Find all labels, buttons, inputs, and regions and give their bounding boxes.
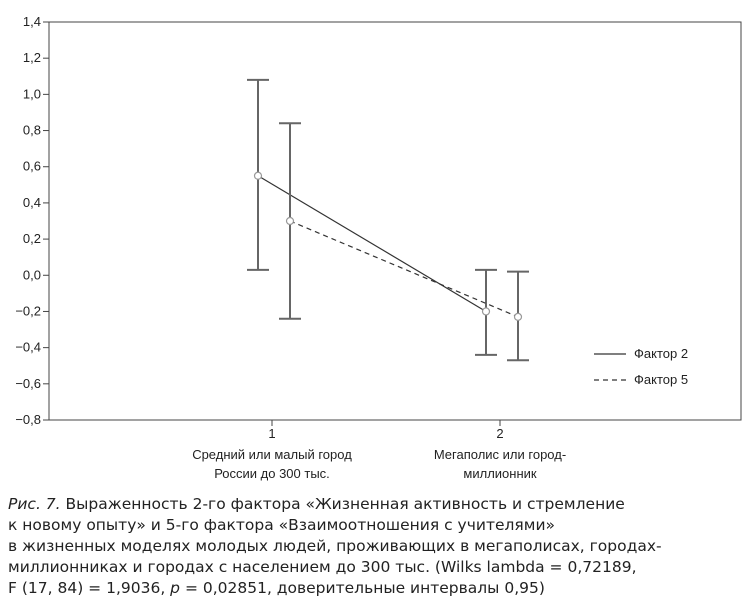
caption-prefix: Рис. 7. xyxy=(8,495,61,513)
caption-line-5 xyxy=(8,578,748,599)
x-category-label: миллионник xyxy=(463,466,537,481)
y-tick-label: −0,4 xyxy=(15,339,41,355)
data-point xyxy=(287,218,294,225)
x-axis xyxy=(192,420,566,481)
x-tick-label: 2 xyxy=(496,426,504,441)
data-point xyxy=(515,313,522,320)
y-tick-label: 0,2 xyxy=(22,231,41,247)
caption-line-3: в жизненных моделях молодых людей, проживающих в мегаполисах, городах- xyxy=(8,537,662,555)
data-point xyxy=(483,308,490,315)
figure-caption xyxy=(8,494,748,599)
caption-line-2: к новому опыту» и 5-го фактора «Взаимоотношения с учителями» xyxy=(8,516,555,534)
data-point xyxy=(255,172,262,179)
x-category-label: России до 300 тыс. xyxy=(214,466,330,481)
y-axis xyxy=(15,14,49,427)
y-tick-label: 1,2 xyxy=(22,50,41,66)
caption-line-5-a: F (17, 84) = 1,9036, xyxy=(8,579,171,597)
y-tick-label: 1,4 xyxy=(22,14,41,29)
y-tick-label: −0,6 xyxy=(15,375,41,391)
y-tick-label: −0,2 xyxy=(15,303,41,319)
y-tick-label: 0,4 xyxy=(22,194,41,210)
y-tick-label: −0,8 xyxy=(15,412,41,427)
caption-line-1-text: Выраженность 2-го фактора «Жизненная активность и стремление xyxy=(60,495,625,513)
legend-label: Фактор 2 xyxy=(634,346,689,361)
caption-line-5-b: = 0,02851, доверительные интервалы 0,95) xyxy=(180,579,545,597)
caption-line-4: миллионниках и городах с населением до 300 тыс. (Wilks lambda = 0,72189, xyxy=(8,558,637,576)
x-tick-label: 1 xyxy=(268,426,276,441)
y-tick-label: 0,6 xyxy=(22,158,41,174)
x-category-label: Мегаполис или город- xyxy=(433,447,567,462)
y-tick-label: 0,0 xyxy=(22,267,41,283)
legend-label: Фактор 5 xyxy=(634,372,689,387)
y-tick-label: 0,8 xyxy=(22,122,41,138)
x-category-label: Средний или малый город xyxy=(192,447,352,462)
y-tick-label: 1,0 xyxy=(22,86,41,102)
caption-p-symbol: p xyxy=(170,579,181,597)
caption-line-1 xyxy=(8,494,748,515)
